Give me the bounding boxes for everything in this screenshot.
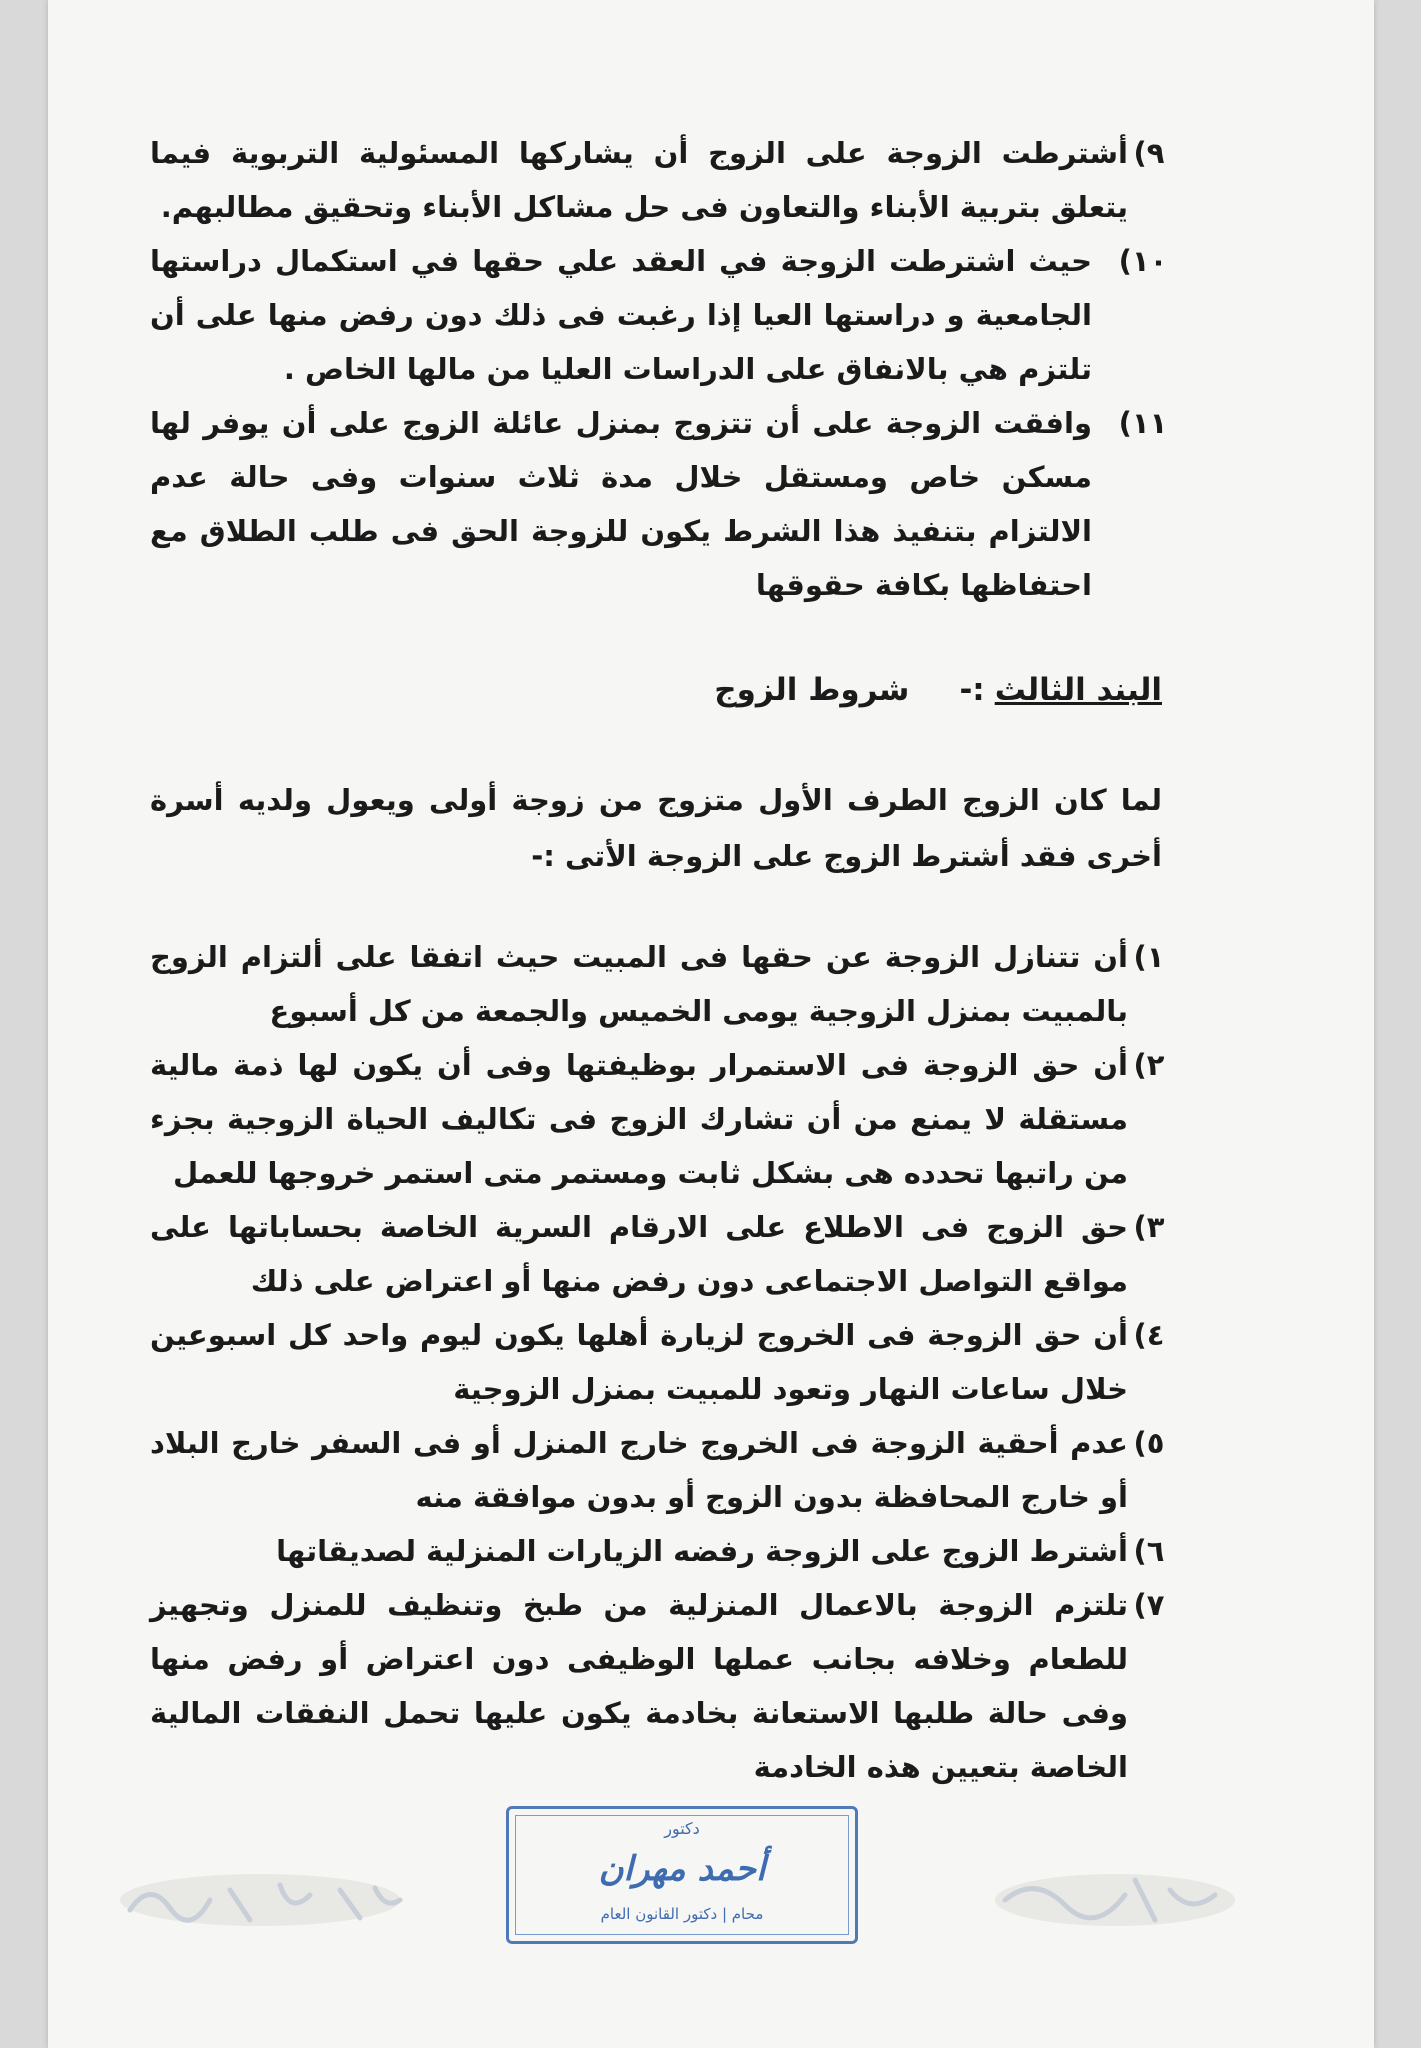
husband-condition-1 xyxy=(150,930,1165,1038)
husband-condition-5 xyxy=(150,1416,1165,1524)
wife-condition-9 xyxy=(150,126,1165,234)
husband-condition-4 xyxy=(150,1308,1165,1416)
condition-text: حيث اشترطت الزوجة في العقد علي حقها في استكمال دراستها الجامعية و دراستها العيا إذا رغبت فى ذلك دون رفض منها على أن تلتزم هي بالانفاق على الدراسات العليا من مالها الخاص . xyxy=(150,244,1092,386)
husband-condition-6 xyxy=(150,1524,1165,1578)
condition-text: تلتزم الزوجة بالاعمال المنزلية من طبخ وتنظيف للمنزل وتجهيز للطعام وخلافه بجانب عملها الوظيفى دون اعتراض أو رفض منها وفى حالة طلبها الاستعانة بخادمة يكون عليها تحمل النفقات المالية الخاصة بتعيين هذه الخادمة xyxy=(150,1588,1128,1784)
condition-number: ١) xyxy=(1133,940,1165,974)
redacted-handwriting-right xyxy=(985,1860,1245,1940)
condition-number: ٦) xyxy=(1133,1534,1165,1568)
wife-conditions-list xyxy=(150,126,1168,612)
husband-condition-3 xyxy=(150,1200,1165,1308)
wife-condition-10 xyxy=(150,234,1168,396)
stamp-name: أحمد مهران xyxy=(598,1849,766,1889)
condition-number: ٤) xyxy=(1133,1318,1165,1352)
condition-number: ١٠) xyxy=(1118,244,1168,278)
section-title: شروط الزوج xyxy=(714,672,910,708)
condition-number: ٩) xyxy=(1133,136,1165,170)
husband-condition-2 xyxy=(150,1038,1165,1200)
stamp-title: دكتور xyxy=(664,1819,700,1838)
wife-condition-11 xyxy=(150,396,1168,612)
condition-text: عدم أحقية الزوجة فى الخروج خارج المنزل أو فى السفر خارج البلاد أو خارج المحافظة بدون الزوج أو بدون موافقة منه xyxy=(150,1426,1128,1514)
condition-number: ٥) xyxy=(1133,1426,1165,1460)
husband-conditions-list xyxy=(150,930,1165,1794)
condition-text: أشترطت الزوجة على الزوج أن يشاركها المسئولية التربوية فيما يتعلق بتربية الأبناء والتعاون فى حل مشاكل الأبناء وتحقيق مطالبهم. xyxy=(150,136,1128,224)
lawyer-stamp xyxy=(506,1806,858,1944)
condition-number: ١١) xyxy=(1118,406,1168,440)
condition-number: ٧) xyxy=(1133,1588,1165,1622)
condition-text: أن تتنازل الزوجة عن حقها فى المبيت حيث اتفقا على ألتزام الزوج بالمبيت بمنزل الزوجية يومى الخميس والجمعة من كل أسبوع xyxy=(150,940,1128,1028)
condition-text: أن حق الزوجة فى الخروج لزيارة أهلها يكون ليوم واحد كل اسبوعين خلال ساعات النهار وتعود للمبيت بمنزل الزوجية xyxy=(150,1318,1128,1406)
section-clause: البند الثالث xyxy=(994,672,1162,708)
condition-number: ٢) xyxy=(1133,1048,1165,1082)
condition-number: ٣) xyxy=(1133,1210,1165,1244)
condition-text: وافقت الزوجة على أن تتزوج بمنزل عائلة الزوج على أن يوفر لها مسكن خاص ومستقل خلال مدة ثلاث سنوات وفى حالة عدم الالتزام بتنفيذ هذا الشرط يكون للزوجة الحق فى طلب الطلاق مع احتفاظها بكافة حقوقها xyxy=(150,406,1092,602)
condition-text: أن حق الزوجة فى الاستمرار بوظيفتها وفى أن يكون لها ذمة مالية مستقلة لا يمنع من أن تشارك الزوج فى تكاليف الحياة الزوجية بجزء من راتبها تحدده هى بشكل ثابت ومستمر متى استمر خروجها للعمل xyxy=(150,1048,1128,1190)
condition-text: حق الزوج فى الاطلاع على الارقام السرية الخاصة بحساباتها على مواقع التواصل الاجتماعى دون رفض منها أو اعتراض على ذلك xyxy=(150,1210,1128,1298)
condition-text: أشترط الزوج على الزوجة رفضه الزيارات المنزلية لصديقاتها xyxy=(276,1534,1128,1568)
intro-paragraph: لما كان الزوج الطرف الأول متزوج من زوجة أولى ويعول ولديه أسرة أخرى فقد أشترط الزوج على الزوجة الأتى :- xyxy=(150,783,1162,873)
section-heading xyxy=(150,672,1162,708)
stamp-subtitle: محام | دكتور القانون العام xyxy=(600,1905,764,1923)
section-separator: :- xyxy=(959,672,985,708)
redacted-handwriting-left xyxy=(110,1860,410,1940)
husband-condition-7 xyxy=(150,1578,1165,1794)
